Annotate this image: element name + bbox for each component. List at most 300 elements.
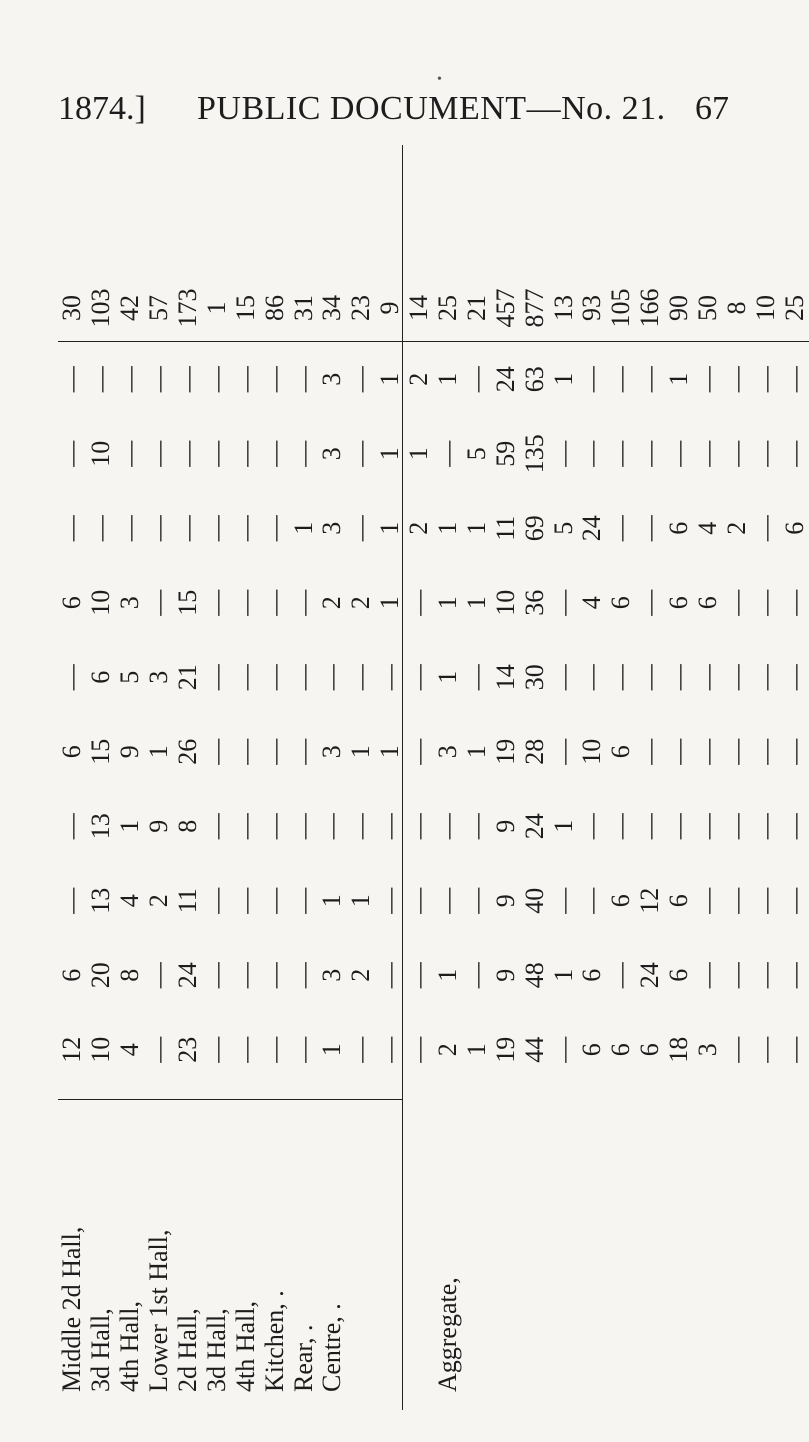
table-row [145, 275, 174, 1400]
table-cell: 1 [375, 596, 405, 610]
table-cell: — [664, 664, 694, 691]
row-total: 9 [376, 275, 405, 342]
table-cell: 21 [173, 664, 202, 691]
table-cell: 1 [375, 372, 405, 386]
table-cell: 1 [375, 745, 405, 759]
table-cell: 3 [317, 968, 347, 982]
table-cell: — [115, 366, 145, 393]
table-cell: — [461, 664, 491, 691]
row-label: 4th Hall, [115, 1301, 145, 1392]
table-cell: — [721, 664, 751, 691]
table-row [636, 275, 665, 1400]
table-cell: — [288, 589, 318, 616]
table-cell: 1 [375, 447, 405, 461]
row-total: 103 [87, 275, 116, 342]
table-cell: — [779, 738, 809, 765]
table-cell: 4 [115, 1043, 145, 1057]
table-cell: 6 [606, 1043, 636, 1057]
table-cell: 2 [433, 1043, 463, 1057]
table-cell: — [461, 962, 491, 989]
table-cell: — [779, 962, 809, 989]
row-label [520, 1087, 549, 1400]
table-cell: 28 [519, 738, 549, 765]
row-label [636, 1087, 665, 1400]
table-cell: 6 [664, 968, 694, 982]
table-cell: — [57, 515, 87, 542]
table-row [780, 275, 809, 1400]
table-cell: — [404, 813, 434, 840]
table-cell: — [548, 440, 578, 467]
row-total: 93 [578, 275, 607, 342]
row-total: 105 [607, 275, 636, 342]
table-row [751, 275, 780, 1400]
table-cell: 3 [115, 596, 145, 610]
table-cell: — [404, 664, 434, 691]
table-cell: — [635, 589, 665, 616]
table-cell: — [693, 440, 723, 467]
table-row [116, 275, 145, 1400]
table-cell: 10 [577, 738, 607, 765]
row-label [694, 1087, 723, 1400]
table-cell: 1 [375, 521, 405, 535]
table-cell: 13 [86, 887, 116, 914]
table-cell: 11 [490, 515, 520, 541]
table-cell: — [144, 589, 174, 616]
row-label [405, 1087, 434, 1400]
table-cell: — [144, 515, 174, 542]
table-cell: 1 [433, 670, 463, 684]
table-cell: — [288, 440, 318, 467]
table-cell: — [288, 738, 318, 765]
table-cell: 1 [433, 521, 463, 535]
table-cell: 9 [490, 968, 520, 982]
table-row [462, 275, 491, 1400]
table-cell: — [635, 366, 665, 393]
table-cell: 1 [317, 1043, 347, 1057]
table-cell: — [201, 738, 231, 765]
table-cell: — [115, 440, 145, 467]
table-cell: 6 [57, 596, 87, 610]
table-cell: 24 [490, 366, 520, 393]
row-total: 15 [231, 275, 260, 342]
table-cell: — [750, 664, 780, 691]
table-cell: — [317, 664, 347, 691]
table-cell: 135 [519, 434, 549, 474]
header-title: PUBLIC DOCUMENT—No. 21. [197, 90, 666, 127]
table-cell: — [230, 515, 260, 542]
table-cell: — [288, 813, 318, 840]
table-cell: 10 [490, 589, 520, 616]
table-cell: — [230, 1036, 260, 1063]
table-cell: — [230, 738, 260, 765]
statistics-table [58, 275, 809, 1400]
table-row [318, 275, 347, 1400]
table-row [405, 275, 434, 1400]
table-cell: — [57, 366, 87, 393]
table-cell: — [173, 515, 202, 542]
table-cell: — [461, 366, 491, 393]
table-row [58, 275, 87, 1400]
table-cell: — [230, 664, 260, 691]
table-cell: 10 [86, 440, 116, 467]
table-cell: 18 [664, 1036, 694, 1063]
table-cell: 1 [664, 372, 694, 386]
table-row [694, 275, 723, 1400]
table-cell: — [173, 366, 202, 393]
table-cell: — [230, 813, 260, 840]
table-cell: — [144, 440, 174, 467]
table-cell: — [721, 887, 751, 914]
table-cell: 1 [144, 745, 174, 759]
table-cell: 2 [721, 521, 751, 535]
table-cell: — [201, 515, 231, 542]
table-cell: 9 [490, 819, 520, 833]
row-total: 166 [636, 275, 665, 342]
table-row [578, 275, 607, 1400]
table-cell: — [230, 366, 260, 393]
table-cell: 1 [461, 745, 491, 759]
table-cell: — [721, 366, 751, 393]
table-cell: 6 [57, 968, 87, 982]
table-cell: 6 [577, 1043, 607, 1057]
table-cell: — [635, 738, 665, 765]
row-label: 3d Hall, [201, 1308, 231, 1392]
table-cell: 12 [635, 887, 665, 914]
table-cell: — [404, 887, 434, 914]
table-cell: 3 [317, 521, 347, 535]
table-cell: — [57, 887, 87, 914]
table-cell: — [664, 813, 694, 840]
table-cell: 10 [86, 589, 116, 616]
table-cell: — [288, 887, 318, 914]
row-label: Lower 1st Hall, [144, 1229, 174, 1392]
table-row [607, 275, 636, 1400]
table-cell: — [577, 664, 607, 691]
row-total: 1 [202, 275, 231, 342]
table-cell: — [779, 887, 809, 914]
table-cell: — [173, 440, 202, 467]
table-cell: — [635, 813, 665, 840]
page-number: 67 [695, 90, 729, 127]
table-row [722, 275, 751, 1400]
row-label: Kitchen, . [259, 1290, 289, 1392]
table-cell: — [721, 1036, 751, 1063]
table-cell: 3 [317, 447, 347, 461]
table-row [174, 275, 203, 1400]
table-cell: — [606, 664, 636, 691]
table-cell: — [635, 440, 665, 467]
table-cell: 9 [115, 745, 145, 759]
table-cell: 8 [115, 968, 145, 982]
table-cell: — [721, 440, 751, 467]
table-cell: 36 [519, 589, 549, 616]
table-cell: — [57, 813, 87, 840]
table-cell: — [57, 664, 87, 691]
table-cell: 3 [433, 745, 463, 759]
table-cell: 15 [86, 738, 116, 765]
table-cell: 6 [57, 745, 87, 759]
table-cell: 1 [433, 968, 463, 982]
table-cell: 2 [404, 521, 434, 535]
table-cell: 20 [86, 962, 116, 989]
table-cell: 1 [433, 372, 463, 386]
row-total: 42 [116, 275, 145, 342]
table-cell: 6 [664, 596, 694, 610]
table-cell: — [750, 589, 780, 616]
table-cell: — [606, 440, 636, 467]
table-cell: — [375, 962, 405, 989]
row-label [665, 1087, 694, 1400]
row-label [722, 1087, 751, 1400]
table-cell: — [346, 366, 376, 393]
table-cell: — [259, 887, 289, 914]
table-cell: 2 [346, 968, 376, 982]
row-label [491, 1087, 520, 1400]
table-cell: 15 [173, 589, 202, 616]
table-cell: 6 [779, 521, 809, 535]
table-cell: 1 [548, 372, 578, 386]
table-cell: — [606, 366, 636, 393]
row-total: 23 [347, 275, 376, 342]
table-cell: 14 [490, 664, 520, 691]
row-total: 10 [751, 275, 780, 342]
table-cell: 48 [519, 962, 549, 989]
table-body [58, 275, 809, 1400]
row-total: 86 [260, 275, 289, 342]
table-cell: — [288, 366, 318, 393]
table-cell: 13 [86, 813, 116, 840]
row-total: 31 [289, 275, 318, 342]
table-cell: 2 [404, 372, 434, 386]
table-cell: 1 [317, 894, 347, 908]
table-cell: — [144, 366, 174, 393]
table-cell: — [693, 738, 723, 765]
table-row [434, 275, 463, 1400]
table-cell: — [375, 887, 405, 914]
table-cell: 6 [693, 596, 723, 610]
table-row [376, 275, 405, 1400]
table-cell: — [346, 664, 376, 691]
table-cell: — [404, 1036, 434, 1063]
table-cell: — [375, 1036, 405, 1063]
table-cell: 1 [433, 596, 463, 610]
table-cell: — [548, 887, 578, 914]
table-cell: — [548, 589, 578, 616]
row-total: 50 [694, 275, 723, 342]
row-total: 34 [318, 275, 347, 342]
table-row [87, 275, 116, 1400]
table-cell: — [750, 887, 780, 914]
table-cell: 4 [693, 521, 723, 535]
table-cell: — [201, 813, 231, 840]
table-cell: — [259, 589, 289, 616]
row-total: 173 [174, 275, 203, 342]
table-cell: — [259, 962, 289, 989]
table-row [549, 275, 578, 1400]
header-year: 1874.] [58, 90, 146, 127]
table-cell: — [693, 887, 723, 914]
table-cell: — [750, 515, 780, 542]
table-cell: — [779, 440, 809, 467]
table-cell: 19 [490, 1036, 520, 1063]
table-cell: — [750, 813, 780, 840]
table-cell: 4 [577, 596, 607, 610]
table-cell: — [86, 366, 116, 393]
table-cell: — [201, 887, 231, 914]
table-cell: 1 [115, 819, 145, 833]
table-row [347, 275, 376, 1400]
row-label [578, 1087, 607, 1400]
row-label [376, 1087, 405, 1400]
table-cell: — [779, 589, 809, 616]
table-cell: — [404, 738, 434, 765]
table-row [260, 275, 289, 1400]
row-total: 877 [520, 275, 549, 342]
table-cell: — [259, 664, 289, 691]
table-cell: — [779, 664, 809, 691]
table-cell: — [750, 1036, 780, 1063]
table-cell: — [577, 887, 607, 914]
row-total: 8 [722, 275, 751, 342]
table-cell: — [461, 813, 491, 840]
table-cell: — [201, 589, 231, 616]
table-cell: — [259, 440, 289, 467]
table-cell: 1 [346, 894, 376, 908]
table-cell: 1 [461, 596, 491, 610]
row-total: 57 [145, 275, 174, 342]
table-cell: 3 [317, 372, 347, 386]
table-cell: 1 [548, 819, 578, 833]
table-cell: — [144, 962, 174, 989]
table-cell: — [375, 664, 405, 691]
table-cell: — [461, 887, 491, 914]
table-cell: — [548, 1036, 578, 1063]
table-cell: 24 [173, 962, 202, 989]
table-cell: — [577, 366, 607, 393]
table-cell: — [375, 813, 405, 840]
table-cell: — [635, 515, 665, 542]
row-label: 2d Hall, [173, 1308, 202, 1392]
table-cell: — [693, 962, 723, 989]
table-cell: — [606, 515, 636, 542]
table-cell: — [317, 813, 347, 840]
table-cell: 10 [86, 1036, 116, 1063]
row-total: 457 [491, 275, 520, 342]
table-row [289, 275, 318, 1400]
table-cell: — [404, 962, 434, 989]
row-label: Centre, . [317, 1303, 347, 1392]
table-cell: — [346, 515, 376, 542]
table-cell: — [230, 962, 260, 989]
table-cell: — [288, 1036, 318, 1063]
row-total: 21 [462, 275, 491, 342]
table-cell: 24 [635, 962, 665, 989]
row-total: 25 [434, 275, 463, 342]
row-total: 14 [405, 275, 434, 342]
table-cell: — [144, 1036, 174, 1063]
table-cell: 6 [86, 670, 116, 684]
table-cell: 2 [144, 894, 174, 908]
table-cell: 1 [461, 1043, 491, 1057]
row-label [780, 1087, 809, 1400]
table-cell: 9 [490, 894, 520, 908]
table-cell: — [750, 366, 780, 393]
table-cell: 5 [115, 670, 145, 684]
table-cell: — [664, 440, 694, 467]
table-cell: 59 [490, 440, 520, 467]
table-cell: — [230, 589, 260, 616]
table-cell: 6 [577, 968, 607, 982]
table-cell: 63 [519, 366, 549, 393]
table-cell: 6 [635, 1043, 665, 1057]
table-cell: — [779, 1036, 809, 1063]
table-row [665, 275, 694, 1400]
table-cell: 30 [519, 664, 549, 691]
table-cell: — [201, 962, 231, 989]
table-cell: — [201, 366, 231, 393]
table-cell: 12 [57, 1036, 87, 1063]
table-cell: — [288, 962, 318, 989]
table-cell: — [693, 664, 723, 691]
table-cell: 5 [548, 521, 578, 535]
table-cell: 1 [346, 745, 376, 759]
table-cell: 4 [115, 894, 145, 908]
table-cell: 1 [288, 521, 318, 535]
table-cell: — [635, 664, 665, 691]
table-cell: 1 [461, 521, 491, 535]
table-cell: — [115, 515, 145, 542]
table-cell: — [606, 962, 636, 989]
table-cell: 8 [173, 819, 202, 833]
table-cell: — [259, 813, 289, 840]
table-cell: — [779, 366, 809, 393]
row-label [347, 1087, 376, 1400]
table-cell: 11 [173, 888, 202, 914]
table-cell: — [693, 366, 723, 393]
table-cell: — [259, 1036, 289, 1063]
table-cell: 44 [519, 1036, 549, 1063]
table-cell: — [346, 1036, 376, 1063]
table-cell: — [259, 366, 289, 393]
table-cell: 2 [346, 596, 376, 610]
row-label [462, 1087, 491, 1400]
table-cell: 6 [606, 745, 636, 759]
print-dot: • [437, 72, 442, 87]
table-cell: — [259, 515, 289, 542]
table-cell: — [548, 664, 578, 691]
table-row [202, 275, 231, 1400]
table-cell: 6 [606, 894, 636, 908]
table-cell: — [664, 738, 694, 765]
table-cell: — [86, 515, 116, 542]
table-cell: 9 [144, 819, 174, 833]
table-cell: — [201, 440, 231, 467]
table-cell: — [721, 962, 751, 989]
table-cell: — [606, 813, 636, 840]
table-cell: 40 [519, 887, 549, 914]
table-cell: 24 [577, 515, 607, 542]
table-cell: — [230, 887, 260, 914]
table-cell: — [548, 738, 578, 765]
row-label: 3d Hall, [86, 1308, 116, 1392]
row-total: 30 [58, 275, 87, 342]
row-total: 25 [780, 275, 809, 342]
table-cell: — [721, 738, 751, 765]
table-cell: — [230, 440, 260, 467]
table-cell: 3 [693, 1043, 723, 1057]
row-label: Middle 2d Hall, [57, 1226, 87, 1392]
table-cell: — [721, 589, 751, 616]
